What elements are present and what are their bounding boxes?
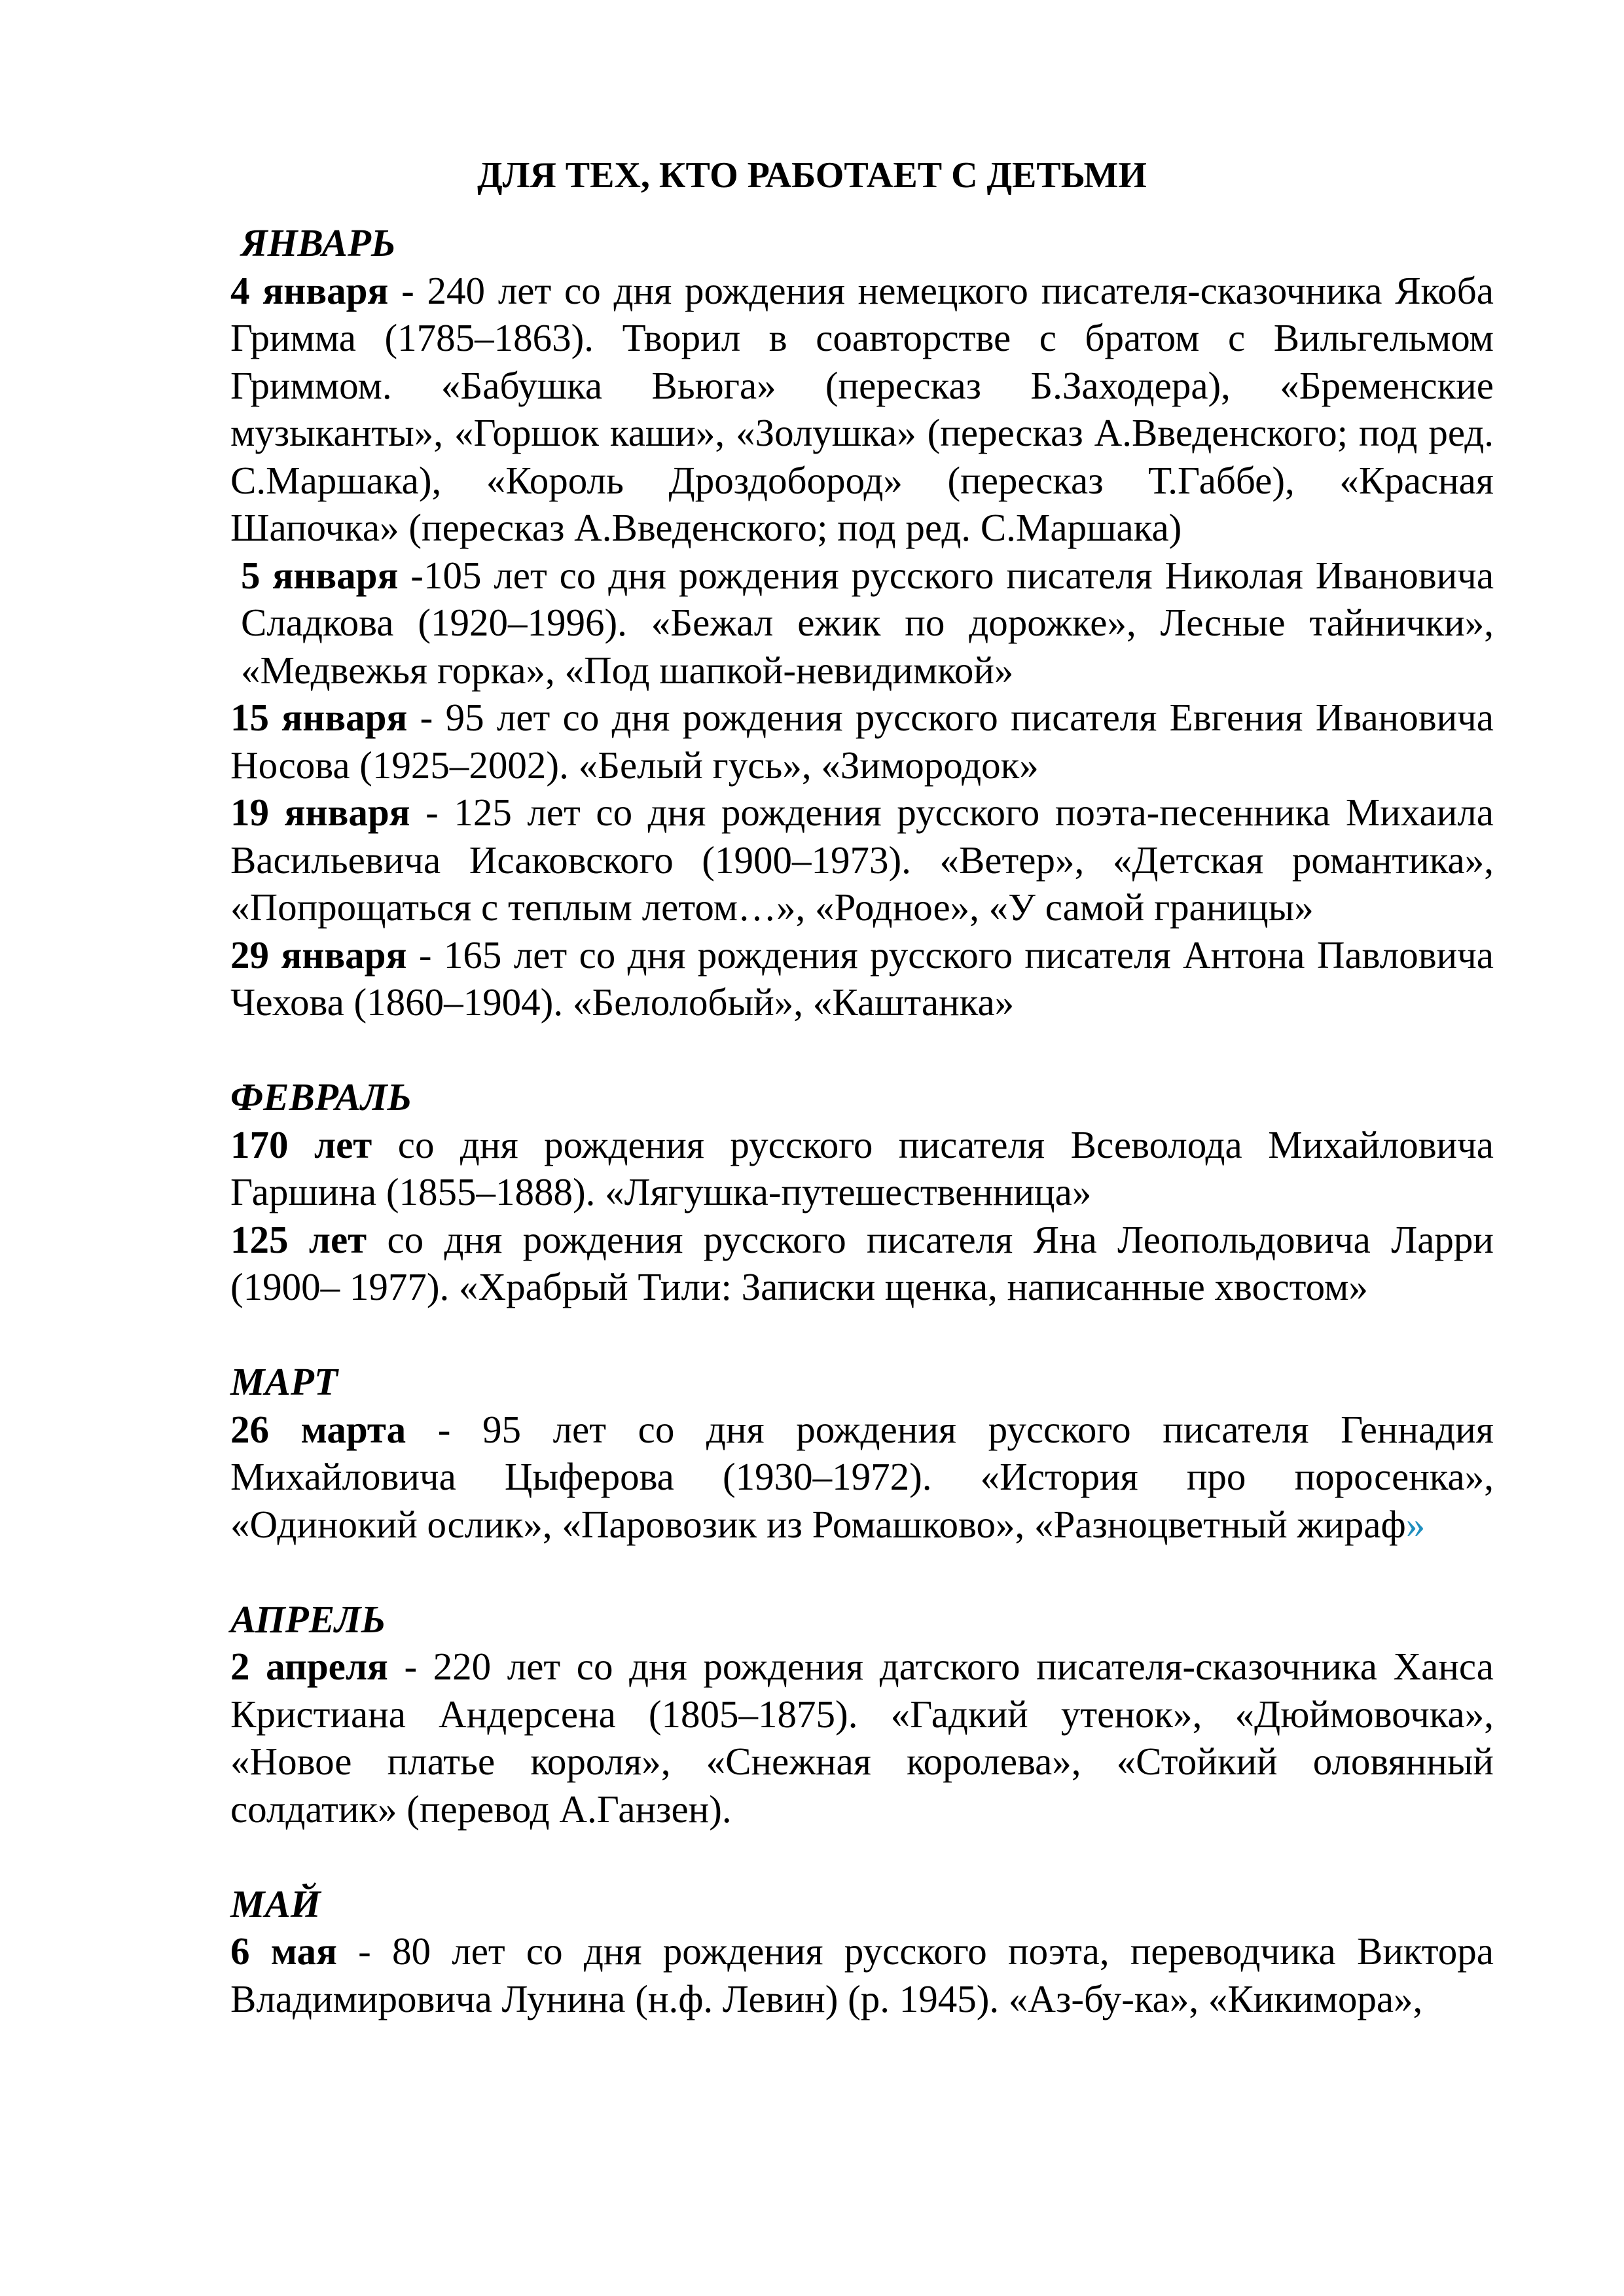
entry-text: - 125 лет со дня рождения русского поэта-песенника Михаила Васильевича Исаковского (1900–1973). «Ветер», «Детская романтика», «Попрощаться с теплым летом…», «Родное», «У самой границы» bbox=[230, 791, 1494, 929]
entry-date: 5 января bbox=[241, 553, 399, 597]
entry-text: - 220 лет со дня рождения датского писателя-сказочника Ханса Кристиана Андерсена (1805–1875). «Гадкий утенок», «Дюймовочка», «Новое платье короля», «Снежная королева», «Стойкий оловянный солдатик» (перевод А.Ганзен). bbox=[230, 1645, 1494, 1831]
section-spacer bbox=[230, 1311, 1494, 1359]
entry-date: 6 мая bbox=[230, 1929, 337, 1973]
entry-date: 4 января bbox=[230, 268, 389, 312]
entry-jan-15 bbox=[230, 694, 1494, 789]
section-spacer bbox=[230, 1833, 1494, 1880]
entry-apr-2 bbox=[230, 1643, 1494, 1833]
entry-text: - 165 лет со дня рождения русского писателя Антона Павловича Чехова (1860–1904). «Белолобый», «Каштанка» bbox=[230, 933, 1494, 1024]
entry-text: -105 лет со дня рождения русского писателя Николая Ивановича Сладкова (1920–1996). «Бежал ежик по дорожке», Лесные тайнички», «Медвежья горка», «Под шапкой-невидимкой» bbox=[241, 553, 1494, 692]
entry-jan-19 bbox=[230, 789, 1494, 931]
entry-date: 170 лет bbox=[230, 1122, 372, 1166]
entry-feb-125 bbox=[230, 1216, 1494, 1311]
entry-date: 125 лет bbox=[230, 1217, 367, 1261]
month-heading-january: ЯНВАРЬ bbox=[241, 221, 396, 264]
entry-date: 19 января bbox=[230, 791, 410, 834]
page-title: ДЛЯ ТЕХ, КТО РАБОТАЕТ С ДЕТЬМИ bbox=[477, 155, 1147, 196]
entry-date: 15 января bbox=[230, 696, 408, 739]
entry-text: - 240 лет со дня рождения немецкого писателя-сказочника Якоба Гримма (1785–1863). Творил в соавторстве с братом с Вильгельмом Гриммом. «Бабушка Вьюга» (пересказ Б.Заходера), «Бременские музыканты», «Горшок каши», «Золушка» (пересказ А.Введенского; под ред. С.Маршака), «Король Дроздобород» (пересказ Т.Габбе), «Красная Шапочка» (пересказ А.Введенского; под ред. С.Маршака) bbox=[230, 268, 1494, 549]
entry-mar-26 bbox=[230, 1406, 1494, 1549]
section-spacer bbox=[230, 1026, 1494, 1074]
month-heading-march: МАРТ bbox=[230, 1360, 338, 1403]
entry-jan-5 bbox=[230, 552, 1494, 694]
entry-jan-29 bbox=[230, 931, 1494, 1026]
entry-feb-170 bbox=[230, 1121, 1494, 1216]
entry-date: 29 января bbox=[230, 933, 407, 977]
entry-date: 26 марта bbox=[230, 1407, 406, 1451]
entry-text: - 80 лет со дня рождения русского поэта, переводчика Виктора Владимировича Лунина (н.ф. Левин) (р. 1945). «Аз-бу-ка», «Кикимора», bbox=[230, 1929, 1494, 2020]
entry-text: - 95 лет со дня рождения русского писателя Евгения Ивановича Носова (1925–2002). «Белый гусь», «Зимородок» bbox=[230, 696, 1494, 787]
closing-quote: » bbox=[1405, 1502, 1426, 1546]
month-heading-april: АПРЕЛЬ bbox=[230, 1597, 386, 1641]
entry-text: со дня рождения русского писателя Всеволода Михайловича Гаршина (1855–1888). «Лягушка-путешественница» bbox=[230, 1122, 1494, 1213]
entry-date: 2 апреля bbox=[230, 1645, 388, 1688]
entry-jan-4 bbox=[230, 267, 1494, 552]
month-heading-may: МАЙ bbox=[230, 1882, 321, 1926]
document-body bbox=[230, 219, 1494, 2022]
entry-text: - 95 лет со дня рождения русского писателя Геннадия Михайловича Цыферова (1930–1972). «История про поросенка», «Одинокий ослик», «Паровозик из Ромашково», «Разноцветный жираф bbox=[230, 1407, 1494, 1546]
entry-text: со дня рождения русского писателя Яна Леопольдовича Ларри (1900– 1977). «Храбрый Тили: Записки щенка, написанные хвостом» bbox=[230, 1217, 1494, 1308]
entry-may-6 bbox=[230, 1928, 1494, 2022]
month-heading-february: ФЕВРАЛЬ bbox=[230, 1075, 412, 1119]
section-spacer bbox=[230, 1548, 1494, 1596]
